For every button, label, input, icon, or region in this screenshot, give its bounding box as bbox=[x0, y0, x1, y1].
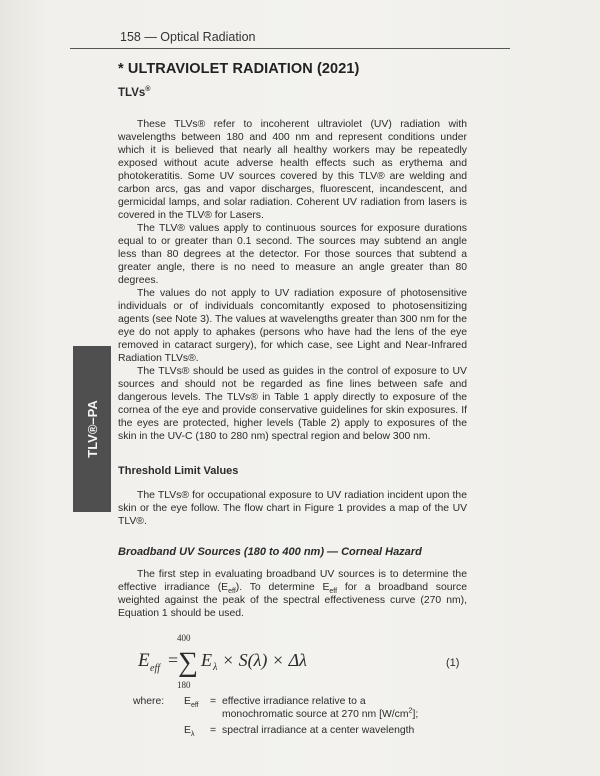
side-tab-label: TLV®–PA bbox=[84, 400, 100, 458]
where-label: where: bbox=[133, 696, 165, 707]
header-rule bbox=[70, 48, 510, 49]
eq-sum-upper: 400 bbox=[177, 633, 191, 643]
def-equals: = bbox=[210, 725, 217, 736]
bp-sub1: eff bbox=[228, 588, 236, 596]
def-symbol bbox=[184, 695, 210, 708]
bp-sub2: eff bbox=[329, 588, 338, 596]
def-equals: = bbox=[210, 696, 217, 707]
equation-number: (1) bbox=[446, 657, 460, 669]
def-line2-end: ]; bbox=[412, 709, 419, 720]
section-title: * ULTRAVIOLET RADIATION (2021) bbox=[118, 61, 360, 77]
def-line2-sup: 2 bbox=[408, 707, 413, 715]
paragraph-2: The TLV® values apply to continuous sources for exposure durations equal to or greater than 0.1 second. The sources may subtend an angle less than 80 degrees at the detector. For those sources that subtend a greater angle, there is no need to measure an angle greater than 80 degrees. bbox=[118, 223, 467, 286]
eq-lhs: E bbox=[138, 650, 150, 671]
eq-term-e-sub: λ bbox=[213, 662, 218, 673]
eq-lhs-sub: eff bbox=[150, 663, 160, 674]
def-line1: effective irradiance relative to a bbox=[222, 696, 366, 707]
eq-sum-lower: 180 bbox=[177, 680, 191, 690]
running-head: 158 — Optical Radiation bbox=[120, 30, 256, 44]
def-line2: monochromatic source at 270 nm [W/cm bbox=[222, 709, 409, 720]
definition-elambda bbox=[184, 724, 414, 737]
broadband-body bbox=[118, 568, 467, 620]
broadband-paragraph bbox=[118, 568, 467, 620]
eq-term-e: E bbox=[201, 650, 212, 670]
bp-part1: The first step in evaluating broadband UV sources is to determine the effective irradiance (E bbox=[118, 569, 467, 593]
paragraph-1: These TLVs® refer to incoherent ultraviolet (UV) radiation with wavelengths between 180 and 400 nm and represent conditions under which it is believed that nearly all healthy workers may be repeatedly exposed without acute adverse health effects such as erythema and photokeratitis. Some UV sources covered by this TLV® are welding and carbon arcs, gas and vapor discharges, fluorescent, incandescent, and germicidal lamps, and solar radiation. Coherent UV radiation from lasers is covered in the TLV® for Lasers. bbox=[118, 119, 467, 221]
bp-part3: for a broadband source weighted against the peak of the spectral effectiveness curve (270 nm), Equation 1 should be used. bbox=[118, 582, 467, 619]
side-tab bbox=[73, 346, 111, 512]
threshold-body bbox=[118, 489, 467, 528]
def-line1: spectral irradiance at a center wavelength bbox=[222, 725, 415, 736]
def-symbol bbox=[184, 724, 210, 737]
def-sym-letter: E bbox=[184, 696, 191, 707]
equation-1 bbox=[138, 632, 468, 692]
intro-body bbox=[118, 118, 467, 443]
def-sym-letter: E bbox=[184, 725, 191, 736]
eq-equals: = bbox=[168, 650, 179, 670]
eq-term-rest: × S(λ) × Δλ bbox=[222, 650, 307, 670]
registered-mark: ® bbox=[145, 86, 151, 94]
def-sym-sub: eff bbox=[190, 702, 199, 710]
definition-eeff bbox=[184, 695, 366, 708]
paragraph-3: The values do not apply to UV radiation exposure of photosensitive individuals or of individuals concomitantly exposed to photosensitizing agents (see Note 3). The values at wavelengths greater than 300 nm for the eye do not apply to aphakes (persons who have had the lens of the eye removed in cataract surgery), for which case, see Light and Near-Infrared Radiation TLVs®. bbox=[118, 288, 467, 364]
threshold-heading: Threshold Limit Values bbox=[118, 465, 239, 477]
subsection-title bbox=[118, 87, 150, 99]
definition-eeff-cont bbox=[222, 708, 418, 721]
broadband-heading: Broadband UV Sources (180 to 400 nm) — Corneal Hazard bbox=[118, 546, 422, 558]
subsection-text: TLVs bbox=[118, 87, 146, 99]
bp-part2: ). To determine E bbox=[235, 582, 330, 593]
def-sym-sub: λ bbox=[190, 731, 195, 739]
eq-sigma: ∑ bbox=[178, 647, 198, 678]
threshold-paragraph: The TLVs® for occupational exposure to UV radiation incident upon the skin or the eye follow. The flow chart in Figure 1 provides a map of the UV TLV®. bbox=[118, 490, 467, 527]
paragraph-4: The TLVs® should be used as guides in the control of exposure to UV sources and should not be regarded as fine lines between safe and dangerous levels. The TLVs® in Table 1 apply directly to exposure of the cornea of the eye and provide conservative guidelines for skin exposures. If the eyes are protected, higher levels (Table 2) apply to exposures of the skin in the UV-C (180 to 280 nm) spectral region and below 300 nm. bbox=[118, 366, 467, 442]
